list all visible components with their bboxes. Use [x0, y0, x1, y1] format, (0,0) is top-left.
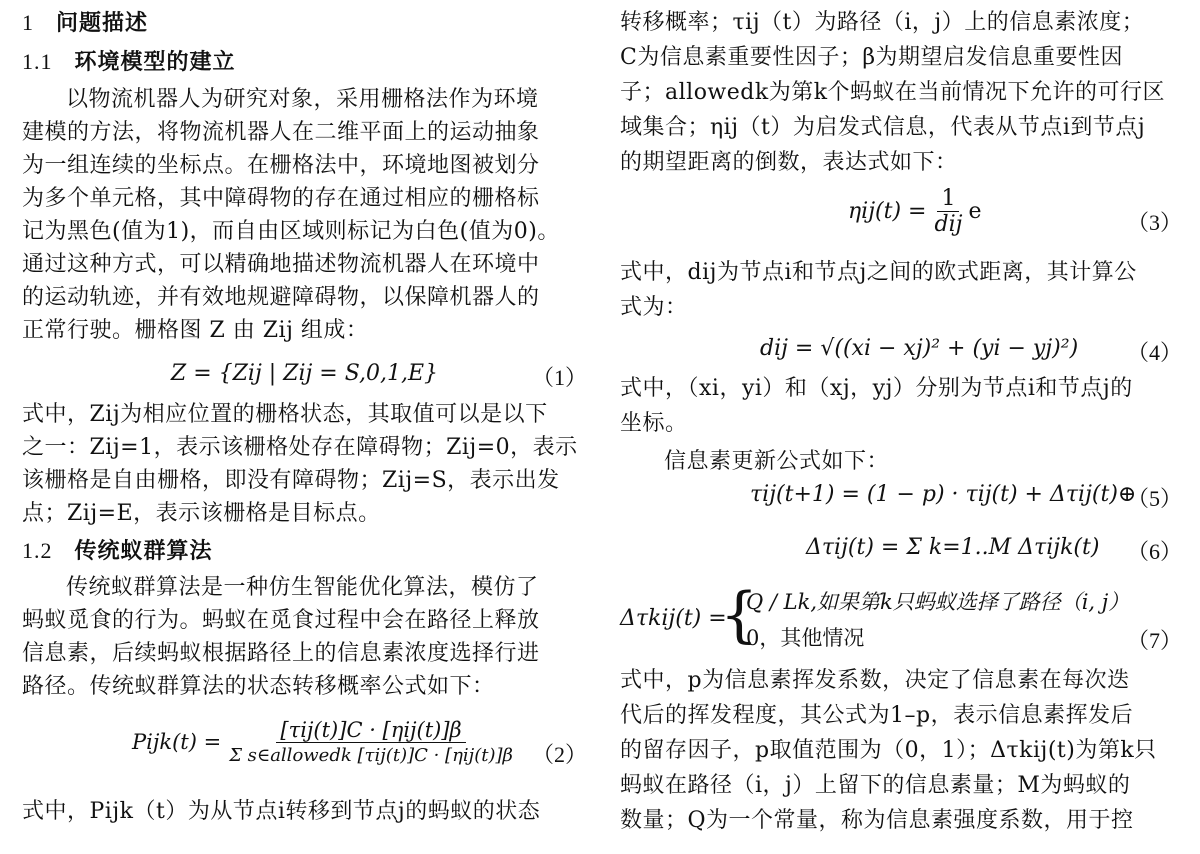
equation-tail: e: [968, 199, 982, 224]
section-number: 1: [22, 10, 34, 35]
paragraph-line: 为多个单元格，其中障碍物的存在通过相应的栅格标: [22, 186, 540, 211]
paragraph-line: 式中，（xi，yi）和（xj，yj）分别为节点i和节点j的: [620, 376, 1133, 401]
paragraph-line: 的期望距离的倒数，表达式如下：: [620, 150, 958, 175]
paragraph-line: 信息素更新公式如下：: [664, 449, 890, 474]
equation-4: [620, 336, 1182, 370]
case-line: 0，其他情况: [746, 626, 865, 650]
paragraph-line: 式为：: [620, 295, 688, 320]
paragraph-line: 的运动轨迹，并有效地规避障碍物，以保障机器人的: [22, 285, 540, 310]
fraction-numerator: 1: [937, 186, 959, 212]
paragraph-line: 坐标。: [620, 411, 688, 436]
paragraph-line: 式中，dij为节点i和节点j之间的欧式距离，其计算公: [620, 260, 1137, 285]
fraction-denominator: Σ s∈allowedk [τij(t)]C · [ηij(t)]β: [229, 745, 513, 766]
section-heading-1-2: [22, 536, 587, 567]
equation-5: [620, 482, 1182, 514]
equation-body: Δτij(t) = Σ k=1..M Δτijk(t): [806, 535, 1100, 560]
paragraph-line: 式中，Pijk（t）为从节点i转移到节点j的蚂蚁的状态: [22, 799, 541, 824]
equation-body: Z = {Zij | Zij = S,0,1,E}: [170, 361, 439, 386]
paragraph-line: 域集合；ηij（t）为启发式信息，代表从节点i到节点j: [620, 115, 1146, 140]
section-number: 1.1: [22, 49, 53, 74]
paragraph-line: 的留存因子，p取值范围为（0，1）；Δτkij(t)为第k只: [620, 738, 1157, 763]
equation-number: （5）: [1126, 486, 1182, 511]
paragraph-line: 该栅格是自由栅格，即没有障碍物；Zij=S，表示出发: [22, 468, 560, 493]
equation-number: （2）: [531, 742, 587, 767]
section-title: 问题描述: [56, 11, 149, 36]
fraction: [934, 186, 962, 237]
equation-number: （7）: [1126, 628, 1182, 653]
paragraph-line: 转移概率；τij（t）为路径（i，j）上的信息素浓度；: [620, 10, 1145, 35]
section-title: 环境模型的建立: [74, 50, 236, 75]
paragraph-line: 传统蚁群算法是一种仿生智能优化算法，模仿了: [66, 575, 539, 600]
paragraph-line: 记为黑色(值为1)，而自由区域则标记为白色(值为0)。: [22, 219, 560, 244]
paragraph-line: 以物流机器人为研究对象，采用栅格法作为环境: [66, 87, 539, 112]
paragraph-line: 蚂蚁觅食的行为。蚂蚁在觅食过程中会在路径上释放: [22, 608, 540, 633]
paragraph-line: 蚂蚁在路径（i，j）上留下的信息素量；M为蚂蚁的: [620, 773, 1131, 798]
case-line: Q / Lk,如果第k只蚂蚁选择了路径（i, j）: [746, 590, 1130, 614]
section-title: 传统蚁群算法: [74, 539, 213, 564]
paragraph-line: 正常行驶。栅格图 Z 由 Zij 组成：: [22, 318, 369, 343]
equation-2: [22, 708, 587, 784]
paragraph-line: 式中，p为信息素挥发系数，决定了信息素在每次迭: [620, 668, 1130, 693]
equation-number: （4）: [1126, 340, 1182, 365]
equation-lhs: Δτkij(t) =: [620, 606, 727, 631]
paragraph-line: 代后的挥发程度，其公式为1–p，表示信息素挥发后: [620, 703, 1134, 728]
equation-1: [22, 361, 587, 390]
paragraph-line: 通过这种方式，可以精确地描述物流机器人在环境中: [22, 252, 540, 277]
paragraph-line: 数量；Q为一个常量，称为信息素强度系数，用于控: [620, 808, 1134, 833]
equation-number: （1）: [531, 365, 587, 390]
section-heading-1-1: [22, 47, 587, 78]
equation-number: （6）: [1126, 539, 1182, 564]
paragraph-line: 子；allowedk为第k个蚂蚁在当前情况下允许的可行区: [620, 80, 1166, 105]
paragraph-line: 建模的方法，将物流机器人在二维平面上的运动抽象: [22, 120, 540, 145]
equation-6: [620, 535, 1182, 575]
equation-body: τij(t+1) = (1 − p) · τij(t) + Δτij(t)⊕: [750, 482, 1137, 507]
paragraph-line: 路径。传统蚁群算法的状态转移概率公式如下：: [22, 674, 495, 699]
equation-lhs: Pijk(t) =: [132, 730, 222, 754]
paragraph-line: 为一组连续的坐标点。在栅格法中，环境地图被划分: [22, 153, 540, 178]
section-heading-1: [22, 8, 587, 39]
fraction: [229, 718, 513, 766]
fraction-denominator: dij: [934, 212, 963, 237]
equation-body: dij = √((xi − xj)² + (yi − yj)²): [760, 336, 1079, 361]
section-number: 1.2: [22, 538, 53, 563]
paragraph-line: 点；Zij=E，表示该栅格是目标点。: [22, 501, 381, 526]
equation-7: [620, 580, 1182, 656]
paragraph-line: 式中，Zij为相应位置的栅格状态，其取值可以是以下: [22, 402, 548, 427]
paragraph-line: C为信息素重要性因子；β为期望启发信息重要性因: [620, 45, 1124, 70]
equation-lhs: ηij(t) =: [848, 199, 927, 224]
equation-number: （3）: [1126, 210, 1182, 235]
paragraph-line: 之一：Zij=1，表示该栅格处存在障碍物；Zij=0，表示: [22, 435, 578, 460]
paragraph-line: 信息素，后续蚂蚁根据路径上的信息素浓度选择行进: [22, 641, 540, 666]
fraction-numerator: [τij(t)]C · [ηij(t)]β: [276, 718, 465, 743]
brace: {: [720, 580, 759, 650]
equation-3: [620, 186, 1182, 250]
